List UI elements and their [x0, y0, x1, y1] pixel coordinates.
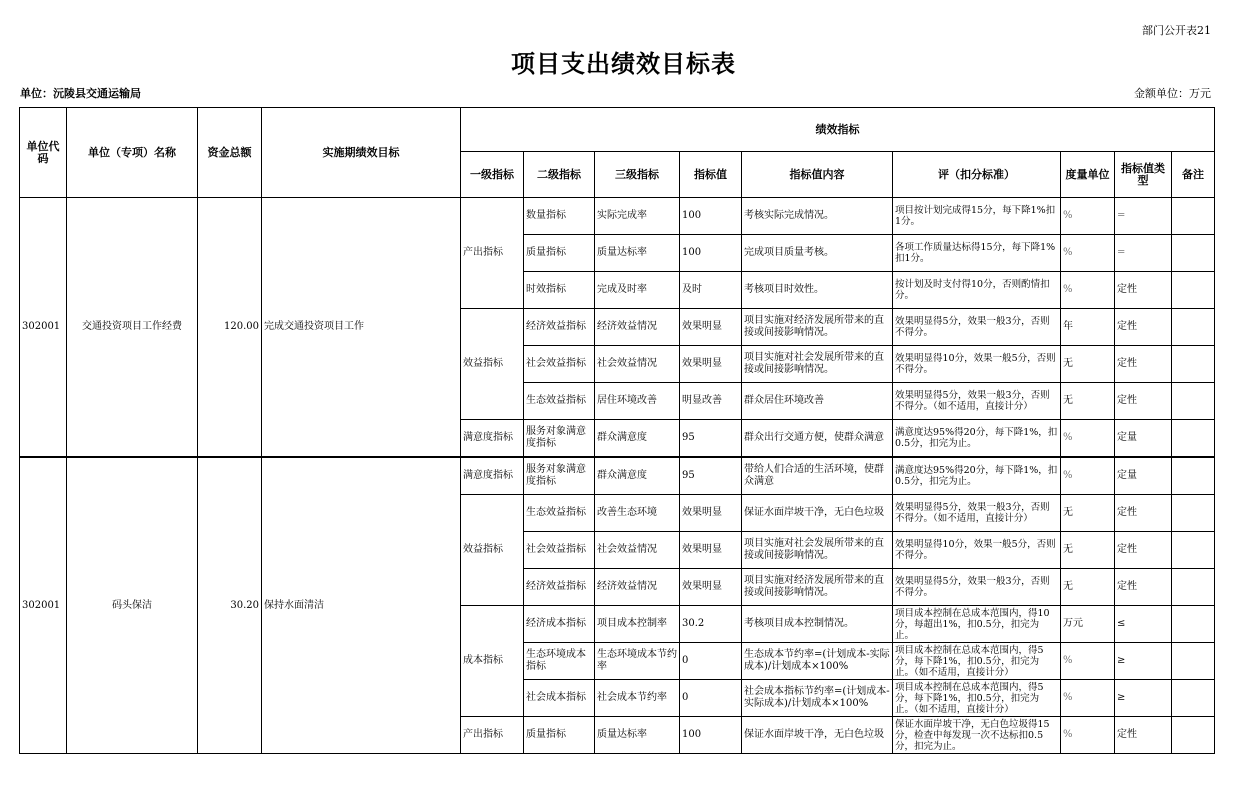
value-type: 定量: [1115, 420, 1172, 458]
level2-indicator: 服务对象满意度指标: [524, 420, 595, 458]
value-type: 定性: [1115, 272, 1172, 309]
indicator-content: 带给人们合适的生活环境，使群众满意: [742, 457, 893, 495]
measure-unit: 无: [1061, 383, 1115, 420]
level2-indicator: 经济效益指标: [524, 569, 595, 606]
scoring-criteria: 保证水面岸坡干净，无白色垃圾得15分，检查中每发现一次不达标扣0.5分，扣完为止。: [893, 717, 1061, 754]
scoring-criteria: 效果明显得10分，效果一般5分，否则不得分。: [893, 346, 1061, 383]
level3-indicator: 社会成本节约率: [595, 680, 680, 717]
note-cell: [1172, 346, 1215, 383]
project-code: 302001: [20, 198, 67, 458]
value-type: 定性: [1115, 383, 1172, 420]
header-level2: 二级指标: [524, 152, 595, 198]
level3-indicator: 完成及时率: [595, 272, 680, 309]
level3-indicator: 质量达标率: [595, 235, 680, 272]
indicator-value: 0: [680, 643, 742, 680]
level2-indicator: 时效指标: [524, 272, 595, 309]
measure-unit: 无: [1061, 569, 1115, 606]
value-type: ≥: [1115, 643, 1172, 680]
level3-indicator: 社会效益情况: [595, 346, 680, 383]
project-goal: 完成交通投资项目工作: [262, 198, 461, 458]
value-type: =: [1115, 198, 1172, 235]
indicator-content: 项目实施对经济发展所带来的直接或间接影响情况。: [742, 569, 893, 606]
project-name: 交通投资项目工作经费: [67, 198, 198, 458]
level3-indicator: 群众满意度: [595, 457, 680, 495]
header-level1: 一级指标: [461, 152, 524, 198]
level2-indicator: 社会效益指标: [524, 346, 595, 383]
note-cell: [1172, 198, 1215, 235]
indicator-value: 0: [680, 680, 742, 717]
indicator-value: 100: [680, 198, 742, 235]
indicator-value: 效果明显: [680, 309, 742, 346]
header-amount: 资金总额: [198, 108, 262, 198]
header-measure-unit: 度量单位: [1061, 152, 1115, 198]
table-number-tag: 部门公开表21: [1142, 24, 1211, 37]
level1-indicator: 满意度指标: [461, 420, 524, 458]
note-cell: [1172, 495, 1215, 532]
level2-indicator: 生态环境成本指标: [524, 643, 595, 680]
scoring-criteria: 各项工作质量达标得15分，每下降1%扣1分。: [893, 235, 1061, 272]
indicator-content: 项目实施对社会发展所带来的直接或间接影响情况。: [742, 532, 893, 569]
level3-indicator: 经济效益情况: [595, 309, 680, 346]
indicator-value: 效果明显: [680, 532, 742, 569]
level2-indicator: 社会效益指标: [524, 532, 595, 569]
level1-indicator: 产出指标: [461, 198, 524, 309]
scoring-criteria: 效果明显得5分，效果一般3分，否则不得分。（如不适用，直接计分）: [893, 495, 1061, 532]
project-amount: 120.00: [198, 198, 262, 458]
scoring-criteria: 按计划及时支付得10分，否则酌情扣分。: [893, 272, 1061, 309]
level3-indicator: 群众满意度: [595, 420, 680, 458]
value-type: 定性: [1115, 495, 1172, 532]
scoring-criteria: 满意度达95%得20分，每下降1%，扣0.5分，扣完为止。: [893, 457, 1061, 495]
unit-label: 单位：沅陵县交通运输局: [20, 87, 141, 100]
note-cell: [1172, 309, 1215, 346]
project-amount: 30.20: [198, 457, 262, 754]
level3-indicator: 居住环境改善: [595, 383, 680, 420]
header-content: 指标值内容: [742, 152, 893, 198]
level3-indicator: 项目成本控制率: [595, 606, 680, 643]
measure-unit: 无: [1061, 346, 1115, 383]
scoring-criteria: 满意度达95%得20分，每下降1%，扣0.5分，扣完为止。: [893, 420, 1061, 458]
indicator-content: 群众居住环境改善: [742, 383, 893, 420]
scoring-criteria: 效果明显得5分，效果一般3分，否则不得分。: [893, 569, 1061, 606]
value-type: 定性: [1115, 346, 1172, 383]
header-note: 备注: [1172, 152, 1215, 198]
note-cell: [1172, 717, 1215, 754]
header-name: 单位（专项）名称: [67, 108, 198, 198]
indicator-content: 考核项目时效性。: [742, 272, 893, 309]
note-cell: [1172, 420, 1215, 458]
measure-unit: %: [1061, 680, 1115, 717]
measure-unit: 无: [1061, 532, 1115, 569]
indicator-value: 明显改善: [680, 383, 742, 420]
measure-unit: %: [1061, 717, 1115, 754]
measure-unit: %: [1061, 235, 1115, 272]
level2-indicator: 数量指标: [524, 198, 595, 235]
header-value-type: 指标值类型: [1115, 152, 1172, 198]
level2-indicator: 生态效益指标: [524, 383, 595, 420]
level3-indicator: 实际完成率: [595, 198, 680, 235]
level1-indicator: 效益指标: [461, 309, 524, 420]
measure-unit: %: [1061, 457, 1115, 495]
note-cell: [1172, 680, 1215, 717]
indicator-value: 95: [680, 420, 742, 458]
indicator-content: 考核实际完成情况。: [742, 198, 893, 235]
indicator-content: 项目实施对经济发展所带来的直接或间接影响情况。: [742, 309, 893, 346]
level2-indicator: 经济效益指标: [524, 309, 595, 346]
indicator-value: 效果明显: [680, 569, 742, 606]
value-type: 定性: [1115, 717, 1172, 754]
note-cell: [1172, 532, 1215, 569]
note-cell: [1172, 272, 1215, 309]
indicator-value: 100: [680, 717, 742, 754]
level3-indicator: 社会效益情况: [595, 532, 680, 569]
note-cell: [1172, 569, 1215, 606]
measure-unit: 年: [1061, 309, 1115, 346]
level2-indicator: 质量指标: [524, 717, 595, 754]
level3-indicator: 生态环境成本节约率: [595, 643, 680, 680]
indicator-value: 及时: [680, 272, 742, 309]
note-cell: [1172, 457, 1215, 495]
level2-indicator: 经济成本指标: [524, 606, 595, 643]
measure-unit: 万元: [1061, 606, 1115, 643]
header-level3: 三级指标: [595, 152, 680, 198]
level1-indicator: 满意度指标: [461, 457, 524, 495]
measure-unit: %: [1061, 420, 1115, 458]
level1-indicator: 效益指标: [461, 495, 524, 606]
indicator-content: 保证水面岸坡干净，无白色垃圾: [742, 717, 893, 754]
table-row: [20, 457, 1215, 495]
header-code: 单位代码: [20, 108, 67, 198]
level3-indicator: 改善生态环境: [595, 495, 680, 532]
value-type: =: [1115, 235, 1172, 272]
value-type: 定性: [1115, 569, 1172, 606]
measure-unit: 无: [1061, 495, 1115, 532]
value-type: ≤: [1115, 606, 1172, 643]
scoring-criteria: 效果明显得5分，效果一般3分，否则不得分。（如不适用，直接计分）: [893, 383, 1061, 420]
measure-unit: %: [1061, 272, 1115, 309]
project-goal: 保持水面清洁: [262, 457, 461, 754]
indicator-content: 保证水面岸坡干净，无白色垃圾: [742, 495, 893, 532]
value-type: ≥: [1115, 680, 1172, 717]
header-indicators: 绩效指标: [461, 108, 1215, 152]
level2-indicator: 质量指标: [524, 235, 595, 272]
scoring-criteria: 项目成本控制在总成本范围内，得5分，每下降1%，扣0.5分，扣完为止。（如不适用，直接计分）: [893, 643, 1061, 680]
indicator-content: 项目实施对社会发展所带来的直接或间接影响情况。: [742, 346, 893, 383]
note-cell: [1172, 235, 1215, 272]
value-type: 定量: [1115, 457, 1172, 495]
note-cell: [1172, 643, 1215, 680]
indicator-value: 95: [680, 457, 742, 495]
level2-indicator: 社会成本指标: [524, 680, 595, 717]
indicator-content: 社会成本指标节约率=(计划成本-实际成本)/计划成本×100%: [742, 680, 893, 717]
scoring-criteria: 项目按计划完成得15分，每下降1%扣1分。: [893, 198, 1061, 235]
indicator-content: 群众出行交通方便，使群众满意: [742, 420, 893, 458]
level1-indicator: 成本指标: [461, 606, 524, 717]
indicator-value: 效果明显: [680, 346, 742, 383]
indicator-content: 生态成本节约率=(计划成本-实际成本)/计划成本×100%: [742, 643, 893, 680]
scoring-criteria: 效果明显得10分，效果一般5分，否则不得分。: [893, 532, 1061, 569]
project-code: 302001: [20, 457, 67, 754]
header-criteria: 评（扣分标准）: [893, 152, 1061, 198]
table-row: [20, 198, 1215, 235]
level3-indicator: 质量达标率: [595, 717, 680, 754]
header-value: 指标值: [680, 152, 742, 198]
scoring-criteria: 项目成本控制在总成本范围内，得5分，每下降1%，扣0.5分，扣完为止。（如不适用，直接计分）: [893, 680, 1061, 717]
note-cell: [1172, 606, 1215, 643]
indicator-content: 完成项目质量考核。: [742, 235, 893, 272]
scoring-criteria: 项目成本控制在总成本范围内，得10分，每超出1%，扣0.5分，扣完为止。: [893, 606, 1061, 643]
scoring-criteria: 效果明显得5分，效果一般3分，否则不得分。: [893, 309, 1061, 346]
indicator-value: 30.2: [680, 606, 742, 643]
header-goal: 实施期绩效目标: [262, 108, 461, 198]
note-cell: [1172, 383, 1215, 420]
indicator-content: 考核项目成本控制情况。: [742, 606, 893, 643]
value-type: 定性: [1115, 532, 1172, 569]
page-title: 项目支出绩效目标表: [511, 50, 736, 78]
measure-unit: %: [1061, 643, 1115, 680]
money-unit-label: 金额单位：万元: [1134, 87, 1211, 100]
level2-indicator: 生态效益指标: [524, 495, 595, 532]
measure-unit: %: [1061, 198, 1115, 235]
value-type: 定性: [1115, 309, 1172, 346]
level2-indicator: 服务对象满意度指标: [524, 457, 595, 495]
performance-table: [19, 107, 1215, 754]
level3-indicator: 经济效益情况: [595, 569, 680, 606]
indicator-value: 100: [680, 235, 742, 272]
indicator-value: 效果明显: [680, 495, 742, 532]
project-name: 码头保洁: [67, 457, 198, 754]
level1-indicator: 产出指标: [461, 717, 524, 754]
